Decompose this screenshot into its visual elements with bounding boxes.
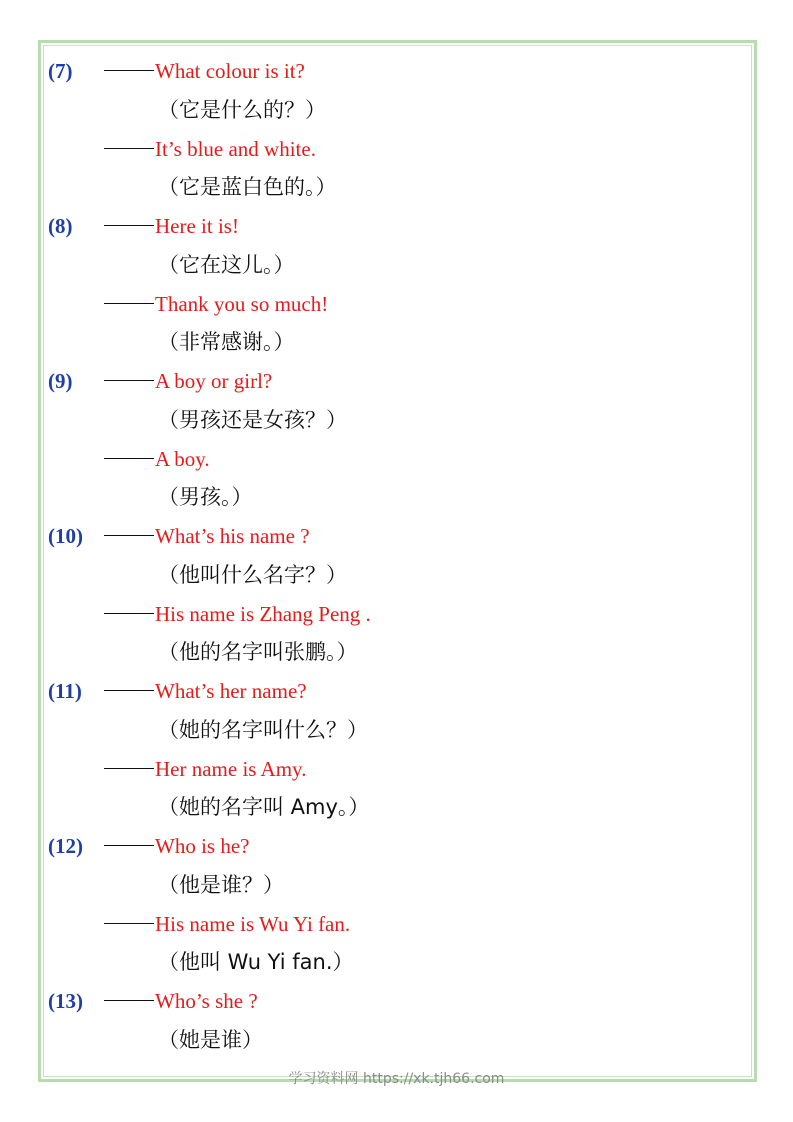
item-number: (13) — [48, 989, 83, 1013]
dialogue-dash — [104, 303, 154, 304]
translation-line — [0, 792, 793, 822]
translation-line — [0, 1025, 793, 1055]
item-number: (11) — [48, 679, 82, 703]
dialogue-line — [0, 986, 793, 1016]
dialogue-dash — [104, 768, 154, 769]
chinese-translation: （他叫什么名字？） — [158, 562, 347, 587]
english-sentence: What colour is it? — [155, 59, 305, 83]
chinese-translation: （男孩。） — [158, 485, 253, 510]
item-number: (7) — [48, 59, 73, 83]
dialogue-dash — [104, 225, 154, 226]
dialogue-line — [0, 521, 793, 551]
dialogue-line — [0, 56, 793, 86]
english-sentence: What’s her name? — [155, 679, 307, 703]
translation-line — [0, 947, 793, 977]
dialogue-dash — [104, 613, 154, 614]
english-sentence: Thank you so much! — [155, 291, 329, 316]
translation-line — [0, 405, 793, 435]
english-sentence: His name is Zhang Peng . — [155, 601, 371, 626]
translation-line — [0, 715, 793, 745]
chinese-translation: （他是谁？） — [158, 872, 284, 897]
dialogue-dash — [104, 690, 154, 691]
chinese-translation: （它是蓝白色的。） — [158, 175, 337, 200]
chinese-translation: （她是谁） — [158, 1027, 263, 1052]
dialogue-line — [0, 909, 793, 939]
chinese-translation: （她的名字叫 Amy。） — [158, 795, 370, 820]
english-sentence: It’s blue and white. — [155, 136, 316, 161]
dialogue-dash — [104, 1000, 154, 1001]
dialogue-dash — [104, 923, 154, 924]
item-number: (12) — [48, 834, 83, 858]
english-sentence: Who’s she ? — [155, 989, 258, 1013]
dialogue-line — [0, 754, 793, 784]
translation-line — [0, 637, 793, 667]
english-sentence: A boy or girl? — [155, 369, 273, 393]
chinese-translation: （男孩还是女孩？） — [158, 407, 347, 432]
translation-line — [0, 172, 793, 202]
item-number: (8) — [48, 214, 73, 238]
english-sentence: Here it is! — [155, 214, 239, 238]
chinese-translation: （它在这儿。） — [158, 252, 295, 277]
dialogue-dash — [104, 845, 154, 846]
chinese-translation: （她的名字叫什么？） — [158, 717, 368, 742]
dialogue-dash — [104, 148, 154, 149]
dialogue-line — [0, 444, 793, 474]
translation-line — [0, 482, 793, 512]
chinese-translation: （非常感谢。） — [158, 330, 295, 355]
chinese-translation: （他叫 Wu Yi fan.） — [158, 950, 354, 975]
dialogue-line — [0, 366, 793, 396]
chinese-translation: （它是什么的？） — [158, 97, 326, 122]
item-number: (9) — [48, 369, 73, 393]
item-number: (10) — [48, 524, 83, 548]
english-sentence: What’s his name ? — [155, 524, 310, 548]
dialogue-dash — [104, 70, 154, 71]
translation-line — [0, 95, 793, 125]
translation-line — [0, 870, 793, 900]
english-sentence: His name is Wu Yi fan. — [155, 911, 351, 936]
chinese-translation: （他的名字叫张鹏。） — [158, 640, 358, 665]
english-sentence: A boy. — [155, 446, 210, 471]
footer-watermark: 学习资料网 https://xk.tjh66.com — [288, 1071, 505, 1087]
translation-line — [0, 560, 793, 590]
dialogue-line — [0, 676, 793, 706]
translation-line — [0, 327, 793, 357]
translation-line — [0, 250, 793, 280]
dialogue-line — [0, 831, 793, 861]
dialogue-line — [0, 211, 793, 241]
english-sentence: Who is he? — [155, 834, 250, 858]
english-sentence: Her name is Amy. — [155, 756, 307, 781]
dialogue-line — [0, 599, 793, 629]
dialogue-dash — [104, 380, 154, 381]
dialogue-dash — [104, 458, 154, 459]
dialogue-line — [0, 289, 793, 319]
dialogue-line — [0, 134, 793, 164]
dialogue-dash — [104, 535, 154, 536]
